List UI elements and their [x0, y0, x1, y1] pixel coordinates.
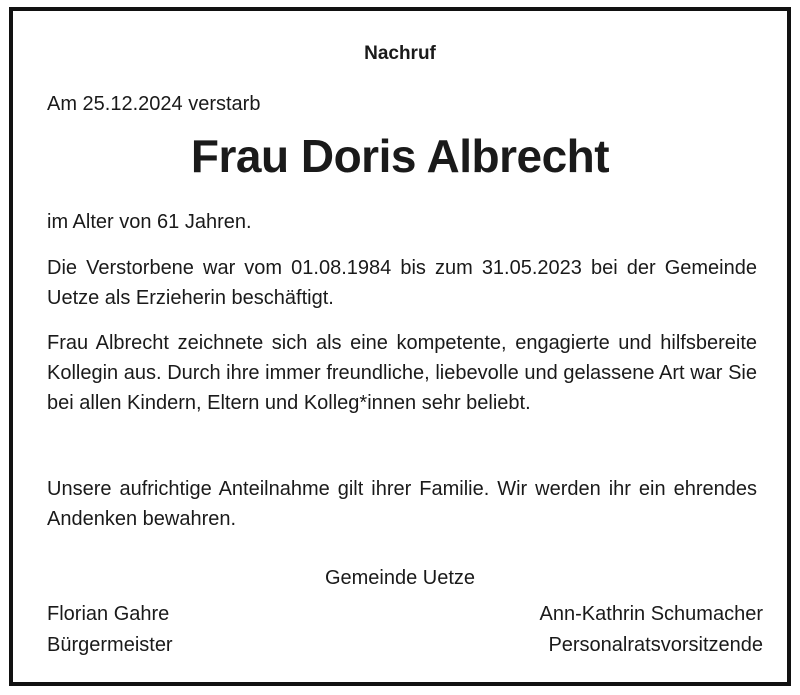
signatory-role: Bürgermeister — [47, 634, 173, 656]
praise-paragraph: Frau Albrecht zeichnete sich als eine kompetente, engagierte und hilfsbereite Kollegin aus. Durch ihre immer freundliche, liebevolle und gelassene Art war Sie bei allen Kindern, Eltern und Kolleg*innen sehr beliebt. — [47, 332, 757, 414]
sympathy-paragraph: Unsere aufrichtige Anteilnahme gilt ihrer Familie. Wir werden ihr ein ehrendes Andenken bewahren. — [47, 478, 757, 530]
employment-paragraph: Die Verstorbene war vom 01.08.1984 bis zum 31.05.2023 bei der Gemeinde Uetze als Erzieherin beschäftigt. — [47, 257, 757, 309]
death-date-line: Am 25.12.2024 verstarb — [47, 93, 261, 115]
notice-heading: Nachruf — [364, 43, 436, 64]
deceased-name: Frau Doris Albrecht — [190, 130, 610, 182]
signatory-role: Personalratsvorsitzende — [548, 634, 763, 656]
signatory-left — [47, 599, 173, 661]
signatory-right — [540, 599, 763, 661]
age-paragraph: im Alter von 61 Jahren. — [47, 211, 252, 233]
signatory-name: Florian Gahre — [47, 603, 170, 625]
signatory-name: Ann-Kathrin Schumacher — [539, 603, 763, 625]
obituary-notice — [9, 7, 791, 686]
organization-name: Gemeinde Uetze — [324, 567, 476, 589]
